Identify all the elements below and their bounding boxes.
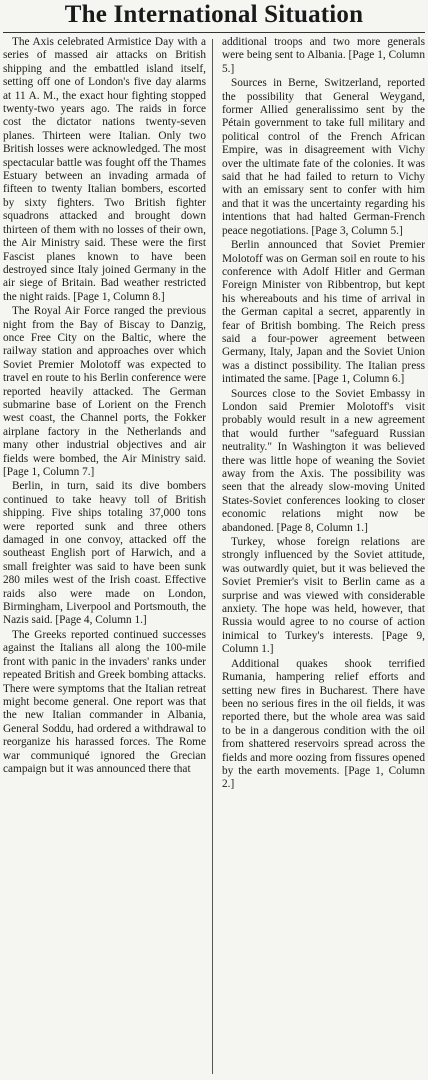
paragraph-rumania-quakes: Additional quakes shook terrified Rumania, hampering relief efforts and setting new fires in Bucharest. There have been no serious fires in the oil fields, it was reported there, but the whole area was said to be in a dangerous condition with the oil from shattered reservoirs spread across the fields and more oozing from fissures opened by the earth movements. [Page 1, Column 2.] (222, 657, 425, 791)
paragraph-raf-raids: The Royal Air Force ranged the previous night from the Bay of Biscay to Danzig, once Free City on the Baltic, where the railway station and approaches over which Soviet Premier Molotoff was expected to travel en route to his Berlin conference were reported heavily attacked. The German submarine base of Lorient on the French west coast, the Channel ports, the Fokker airplane factory in the Netherlands and many other industrial objectives and air fields were bombed, the Air Ministry said. [Page 1, Column 7.] (3, 305, 206, 478)
paragraph-molotoff-berlin: Berlin announced that Soviet Premier Molotoff was on German soil en route to his conference with Adolf Hitler and German Foreign Minister von Ribbentrop, but kept his whereabouts and his time of arrival in the German capital a secret, apparently in fear of British bombing. The Reich press said a four-power agreement between Germany, Italy, Japan and the Soviet Union was a distinct possibility. The Italian press intimated the same. [Page 1, Column 6.] (222, 239, 425, 386)
column-divider (212, 39, 213, 1074)
headline: The International Situation (3, 0, 425, 33)
paragraph-continued-albania: additional troops and two more generals were being sent to Albania. [Page 1, Column 5.] (222, 36, 425, 75)
paragraph-soviet-embassy: Sources close to the Soviet Embassy in London said Premier Molotoff's visit probably would result in a new agreement that would further "safeguard Russian neutrality." In Washington it was believed there was little hope of weaning the Soviet away from the Axis. The possibility was seen that the already slow-moving United States-Soviet conferences looking to closer economic relations might now be abandoned. [Page 8, Column 1.] (222, 387, 425, 534)
left-column (3, 36, 206, 1080)
paragraph-weygand: Sources in Berne, Switzerland, reported the possibility that General Weygand, former Allied generalissimo sent by the Pétain government to take full military and political control of the French African Empire, was in disagreement with Vichy over the ultimate fate of the colonies. It was said that he had failed to return to Vichy with an emissary sent to confer with him and that it was the uncertainty regarding his intentions that had halted German-French peace negotiations. [Page 3, Column 5.] (222, 77, 425, 237)
paragraph-greek-successes: The Greeks reported continued successes against the Italians all along the 100-mile front with panic in the invaders' ranks under repeated British and Greek bombing attacks. There were symptoms that the Italian retreat might become general. One report was that the new Italian commander in Albania, General Soddu, had ordered a withdrawal to reorganize his harassed forces. The Rome war communiqué ignored the Grecian campaign but it was announced there that (3, 628, 206, 775)
right-column (222, 36, 425, 1080)
article-columns (3, 33, 425, 1080)
paragraph-berlin-dive-bombers: Berlin, in turn, said its dive bombers continued to take heavy toll of British shipping. Five ships totaling 37,000 tons were reported sunk and three others damaged in one convoy, attacked off the southeast English port of Harwich, and a small freighter was said to have been sunk 280 miles west of the Irish coast. Effective raids also were made on London, Birmingham, Liverpool and Portsmouth, the Nazis said. [Page 4, Column 1.] (3, 480, 206, 627)
paragraph-turkey: Turkey, whose foreign relations are strongly influenced by the Soviet attitude, was outwardly quiet, but it was believed the Soviet Premier's visit to Berlin came as a surprise and was viewed with considerable anxiety. The hope was held, however, that Russia would agree to no course of action inimical to Turkey's interests. [Page 9, Column 1.] (222, 536, 425, 656)
paragraph-armistice-air-attacks: The Axis celebrated Armistice Day with a series of massed air attacks on British shipping and the embattled island itself, setting off one of London's five day alarms at 11 A. M., the exact hour fighting stopped twenty-two years ago. The raids in force cost the dictator nations twenty-seven planes. Thirteen were Italian. Only two British losses were acknowledged. The most spectacular battle was fought off the Thames Estuary between an invading armada of fifteen to twenty Italian bombers, escorted by sixty fighters. Two British fighter squadrons attacked and brought down thirteen of them with no losses of their own, the Air Ministry said. These were the first Fascist planes known to have been destroyed since Italy joined Germany in the air siege of Britain. Bad weather restricted the night raids. [Page 1, Column 8.] (3, 36, 206, 303)
